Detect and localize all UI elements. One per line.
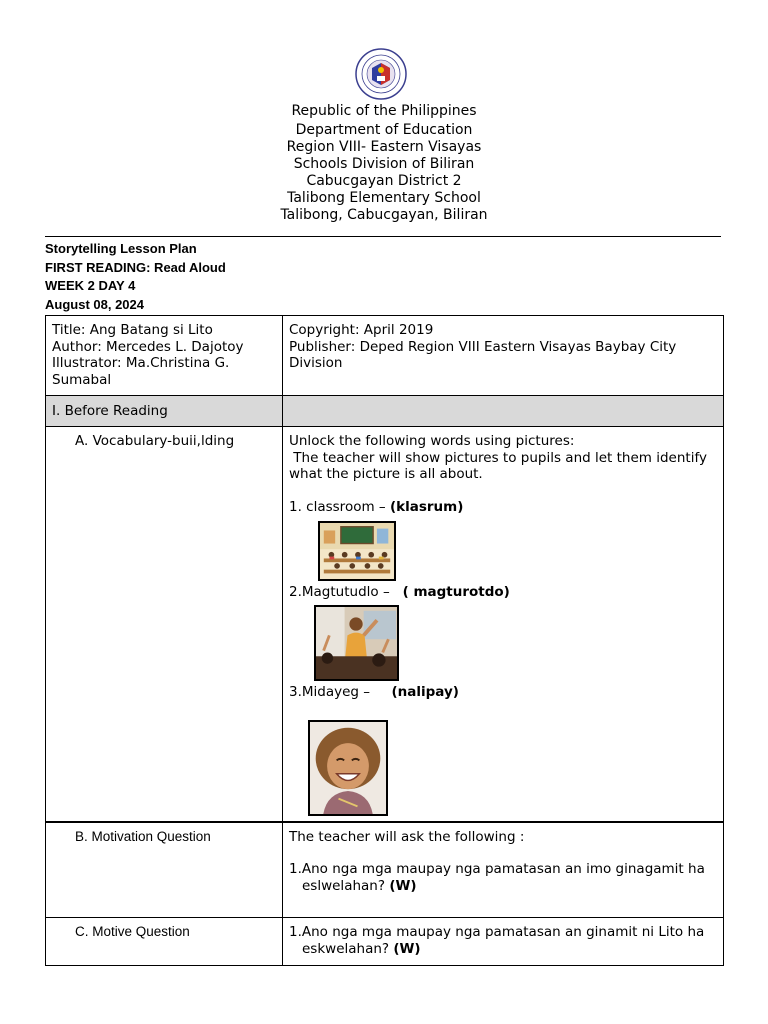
motivation-question: 1.Ano nga mga maupay nga pamatasan an imo ginagamit ha eslwelahan? (W) — [289, 861, 705, 894]
header-republic: Republic of the Philippines — [291, 103, 477, 119]
vocab-content-cell — [283, 427, 724, 822]
motivation-intro: The teacher will ask the following : — [289, 828, 525, 845]
table-row — [46, 822, 724, 918]
before-reading-heading: I. Before Reading — [46, 396, 283, 427]
vocab-intro-1: Unlock the following words using pictures: — [289, 433, 575, 449]
motivation-label-cell — [46, 822, 283, 918]
vocab-meaning: (nalipay) — [391, 683, 459, 700]
header-department: Department of Education — [295, 122, 473, 138]
meta-week: WEEK 2 DAY 4 — [45, 278, 136, 293]
vocab-meaning: (klasrum) — [389, 498, 464, 515]
motive-content-cell — [283, 918, 724, 966]
deped-seal-logo — [355, 48, 407, 100]
table-row — [46, 918, 724, 966]
meta-reading: FIRST READING: Read Aloud — [45, 259, 226, 275]
before-reading-empty-cell — [283, 396, 724, 427]
book-info-cell — [46, 316, 283, 396]
book-author: Author: Mercedes L. Dajotoy — [52, 338, 244, 355]
table-row — [46, 427, 724, 822]
book-illustrator: Illustrator: Ma.Christina G. Sumabal — [52, 355, 230, 388]
book-publisher: Publisher: Deped Region VIII Eastern Visayas Baybay City Division — [289, 338, 677, 371]
classroom-picture — [318, 521, 396, 581]
vocab-meaning: ( magturotdo) — [402, 584, 510, 600]
book-copyright: Copyright: April 2019 — [289, 322, 434, 338]
motivation-label: B. Motivation Question — [75, 828, 211, 844]
header-region: Region VIII- Eastern Visayas — [286, 139, 482, 155]
header-address: Talibong, Cabucgayan, Biliran — [280, 207, 488, 223]
motivation-tag: (W) — [389, 877, 417, 894]
header-division: Schools Division of Biliran — [293, 156, 475, 172]
vocab-word-2 — [289, 584, 717, 601]
book-publication-cell — [283, 316, 724, 396]
meta-plan: Storytelling Lesson Plan — [45, 241, 197, 256]
header-school: Talibong Elementary School — [287, 190, 481, 206]
lesson-meta — [45, 240, 226, 314]
header-district: Cabucgayan District 2 — [306, 173, 462, 189]
happy-child-picture — [308, 720, 388, 816]
vocab-intro-2: The teacher will show pictures to pupils and let them identify what the picture is all about. — [289, 449, 712, 482]
table-row — [46, 316, 724, 396]
vocab-word-3 — [289, 684, 717, 701]
vocab-term: 1. classroom – — [289, 498, 390, 515]
book-title: Title: Ang Batang si Lito — [52, 322, 213, 338]
motivation-content-cell — [283, 822, 724, 918]
motive-tag: (W) — [393, 940, 421, 957]
vocab-label-cell — [46, 427, 283, 822]
vocab-word-1 — [289, 499, 717, 516]
vocab-term: 2.Magtutudlo – — [289, 584, 403, 600]
motive-label-cell — [46, 918, 283, 966]
table-row — [46, 396, 724, 427]
header-divider — [45, 236, 721, 237]
vocab-label: A. Vocabulary-buii,lding — [75, 433, 235, 449]
lesson-plan-table — [45, 315, 724, 966]
motive-label: C. Motive Question — [75, 924, 190, 939]
meta-date: August 08, 2024 — [45, 296, 144, 312]
teacher-picture — [314, 605, 399, 681]
vocab-term: 3.Midayeg – — [289, 683, 392, 700]
motive-question: 1.Ano nga mga maupay nga pamatasan an ginamit ni Lito ha eskwelahan? (W) — [289, 924, 705, 957]
